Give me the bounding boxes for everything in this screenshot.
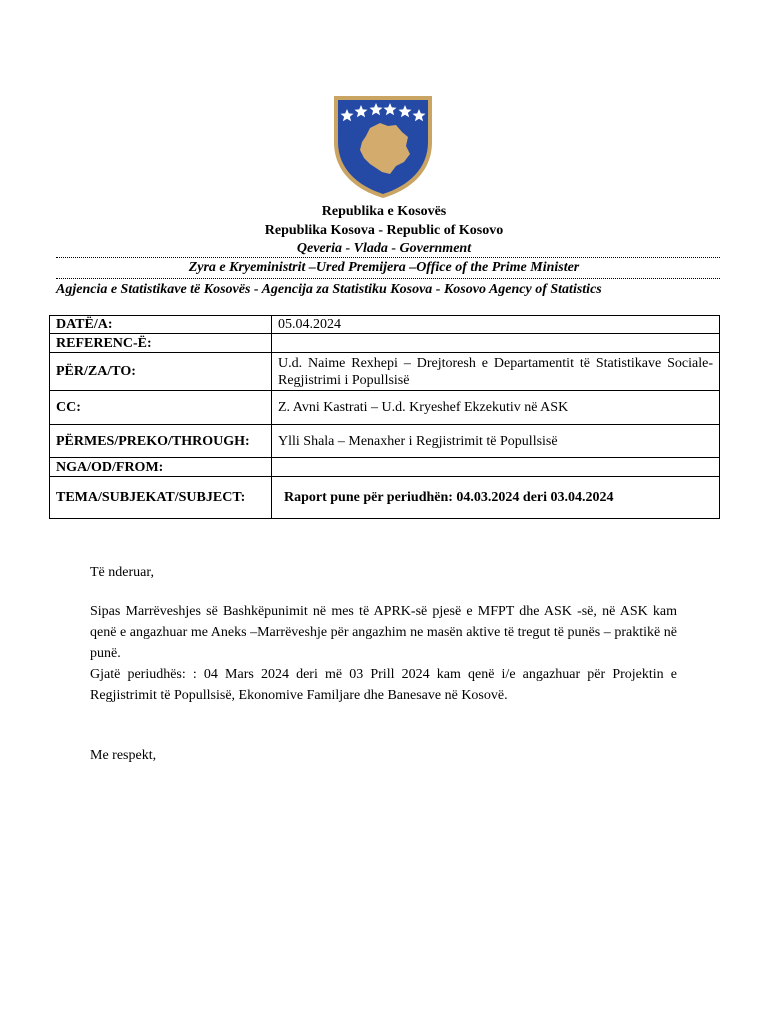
memo-label: PËRMES/PREKO/THROUGH:	[50, 425, 272, 458]
memo-label: TEMA/SUBJEKAT/SUBJECT:	[50, 477, 272, 519]
memo-value	[272, 458, 720, 477]
kosovo-coat-of-arms-emblem	[330, 92, 436, 200]
header-office: Zyra e Kryeministrit –Ured Premijera –Office of the Prime Minister	[188, 260, 580, 275]
memo-row-date	[50, 316, 720, 334]
memo-value	[272, 334, 720, 353]
memo-label: REFERENC-Ë:	[50, 334, 272, 353]
memo-label: DATË/A:	[50, 316, 272, 334]
header-government: Qeveria - Vlada - Government	[296, 241, 472, 256]
memo-row-subject	[50, 477, 720, 519]
memo-row-to	[50, 353, 720, 391]
letter-closing: Me respekt,	[90, 748, 157, 763]
memo-row-reference	[50, 334, 720, 353]
memo-row-through	[50, 425, 720, 458]
memo-label: CC:	[50, 391, 272, 425]
header-divider-top	[56, 257, 720, 258]
memo-row-from	[50, 458, 720, 477]
memo-value: Ylli Shala – Menaxher i Regjistrimit të Popullsisë	[272, 425, 720, 458]
header-country-albanian: Republika e Kosovës	[321, 204, 447, 219]
memo-label: NGA/OD/FROM:	[50, 458, 272, 477]
memo-row-cc	[50, 391, 720, 425]
memo-value: 05.04.2024	[272, 316, 720, 334]
letter-paragraph-period: Gjatë periudhës: : 04 Mars 2024 deri më 03 Prill 2024 kam qenë i/e angazhuar për Projektin e Regjistrimit të Popullsisë, Ekonomive Familjare dhe Banesave në Kosovë.	[90, 667, 677, 703]
letter-paragraph-agreement: Sipas Marrëveshjes së Bashkëpunimit në mes të APRK-së pjesë e MFPT dhe ASK -së, në ASK kam qenë e angazhuar me Aneks –Marrëveshje për angazhim ne masën aktive të tregut të punës – praktikë në punë.	[90, 604, 677, 661]
header-agency: Agjencia e Statistikave të Kosovës - Agencija za Statistiku Kosova - Kosovo Agency of Statistics	[56, 282, 602, 297]
header-divider-bottom	[56, 278, 720, 279]
memo-label: PËR/ZA/TO:	[50, 353, 272, 391]
letter-greeting: Të nderuar,	[90, 565, 154, 580]
memo-value: Z. Avni Kastrati – U.d. Kryeshef Ekzekutiv në ASK	[272, 391, 720, 425]
memo-subject-value: Raport pune për periudhën: 04.03.2024 deri 03.04.2024	[284, 490, 614, 505]
memo-value: U.d. Naime Rexhepi – Drejtoresh e Departamentit të Statistikave Sociale-Regjistrimi i Popullsisë	[272, 353, 720, 391]
header-country-serbian-english: Republika Kosova - Republic of Kosovo	[264, 223, 504, 238]
memo-header-table	[49, 315, 720, 519]
